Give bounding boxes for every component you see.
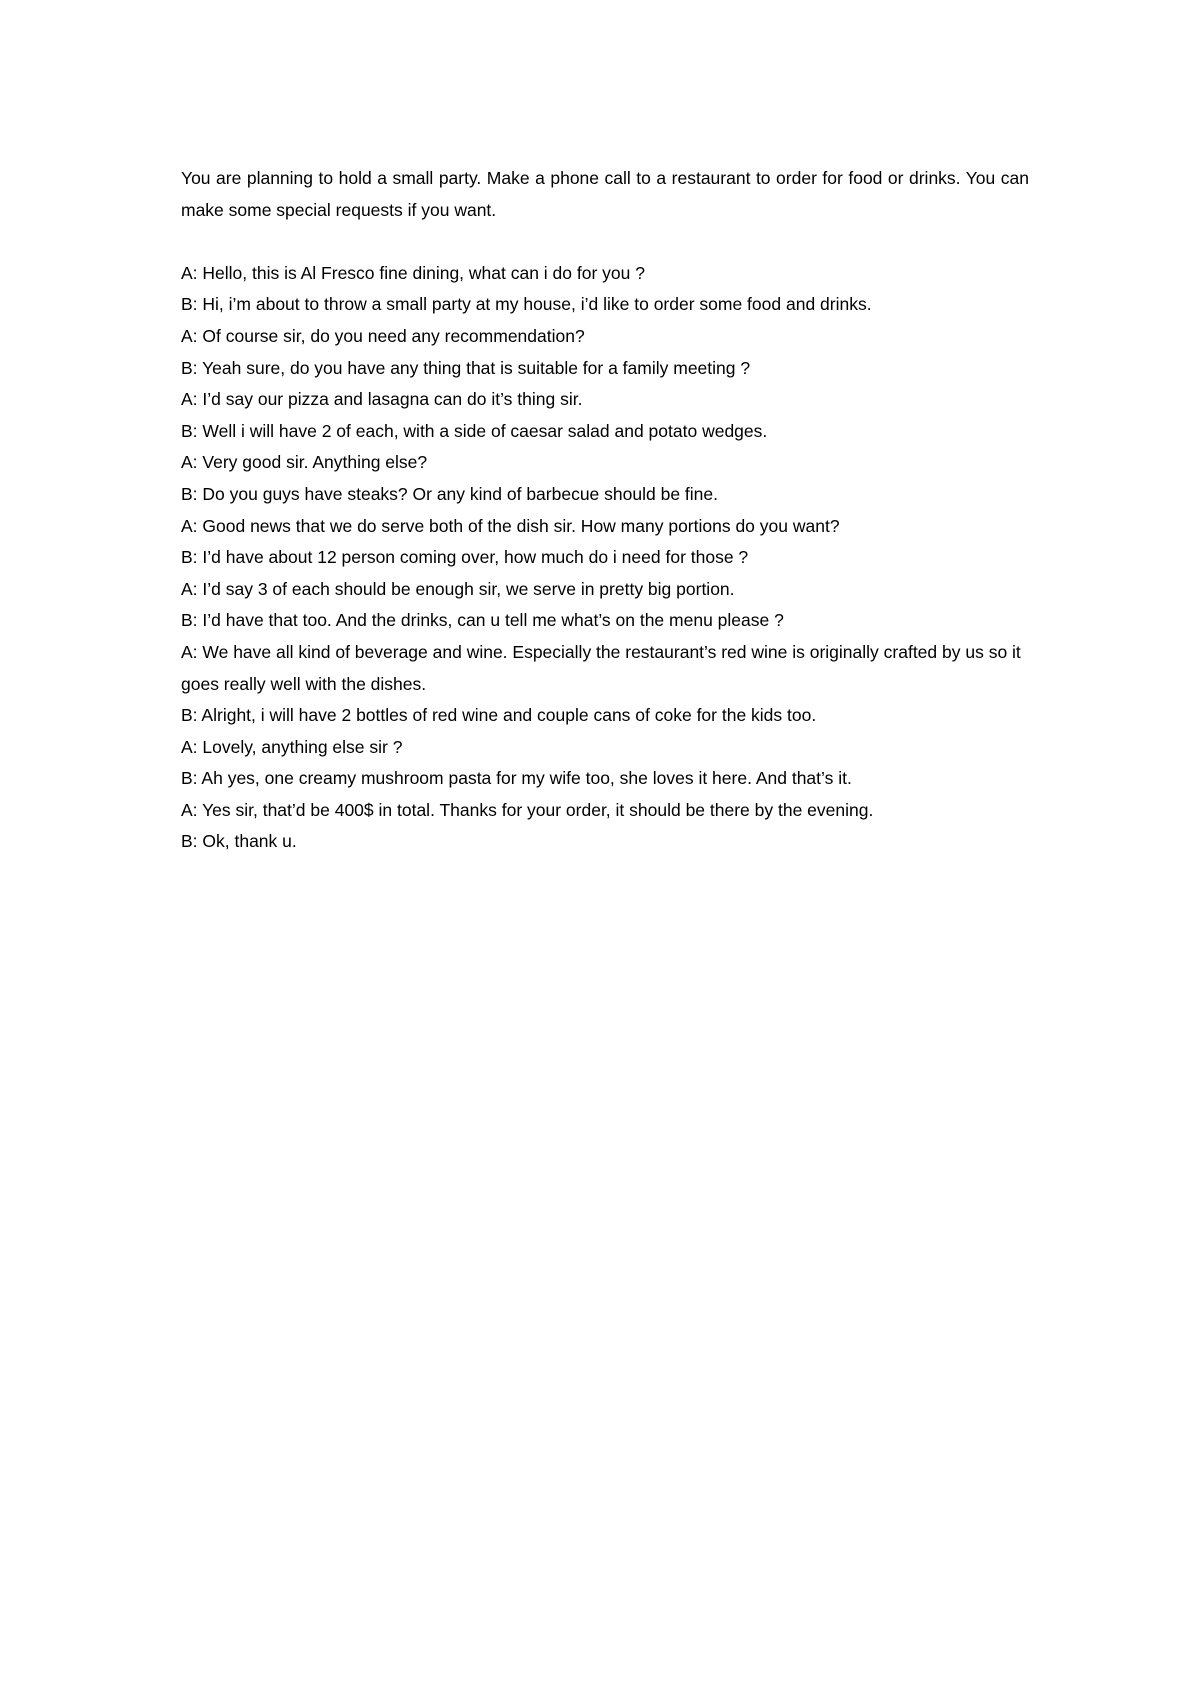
dialogue-line: A: We have all kind of beverage and wine. Especially the restaurant’s red wine is originally crafted by us so it goes really well with the dishes. xyxy=(181,641,1021,694)
dialogue-line: A: Hello, this is Al Fresco fine dining, what can i do for you ? xyxy=(181,262,645,283)
dialogue-line: B: I’d have about 12 person coming over, how much do i need for those ? xyxy=(181,547,749,568)
dialogue-line: A: I’d say our pizza and lasagna can do it’s thing sir. xyxy=(181,389,583,410)
dialogue-line: B: Hi, i’m about to throw a small party at my house, i’d like to order some food and drinks. xyxy=(181,294,872,315)
dialogue-line: B: Well i will have 2 of each, with a side of caesar salad and potato wedges. xyxy=(181,420,768,441)
dialogue-line: B: Alright, i will have 2 bottles of red wine and couple cans of coke for the kids too. xyxy=(181,705,817,726)
dialogue-line: A: Yes sir, that’d be 400$ in total. Thanks for your order, it should be there by the evening. xyxy=(181,799,874,820)
dialogue-line: A: Good news that we do serve both of the dish sir. How many portions do you want? xyxy=(181,515,840,536)
dialogue-line: A: Very good sir. Anything else? xyxy=(181,452,428,473)
dialogue-line: A: Lovely, anything else sir ? xyxy=(181,736,403,757)
dialogue-line: B: Do you guys have steaks? Or any kind of barbecue should be fine. xyxy=(181,483,718,504)
dialogue-line: B: Ok, thank u. xyxy=(181,831,297,852)
dialogue-line: B: Yeah sure, do you have any thing that is suitable for a family meeting ? xyxy=(181,357,751,378)
dialogue-line: B: I’d have that too. And the drinks, can u tell me what’s on the menu please ? xyxy=(181,610,784,631)
dialogue-list xyxy=(181,258,1029,858)
dialogue-line: A: Of course sir, do you need any recommendation? xyxy=(181,325,585,346)
document-body xyxy=(181,163,1029,858)
task-prompt: You are planning to hold a small party. Make a phone call to a restaurant to order for food or drinks. You can make some special requests if you want. xyxy=(181,168,1029,220)
dialogue-line: B: Ah yes, one creamy mushroom pasta for my wife too, she loves it here. And that’s it. xyxy=(181,768,852,789)
dialogue-line: A: I’d say 3 of each should be enough sir, we serve in pretty big portion. xyxy=(181,578,735,599)
